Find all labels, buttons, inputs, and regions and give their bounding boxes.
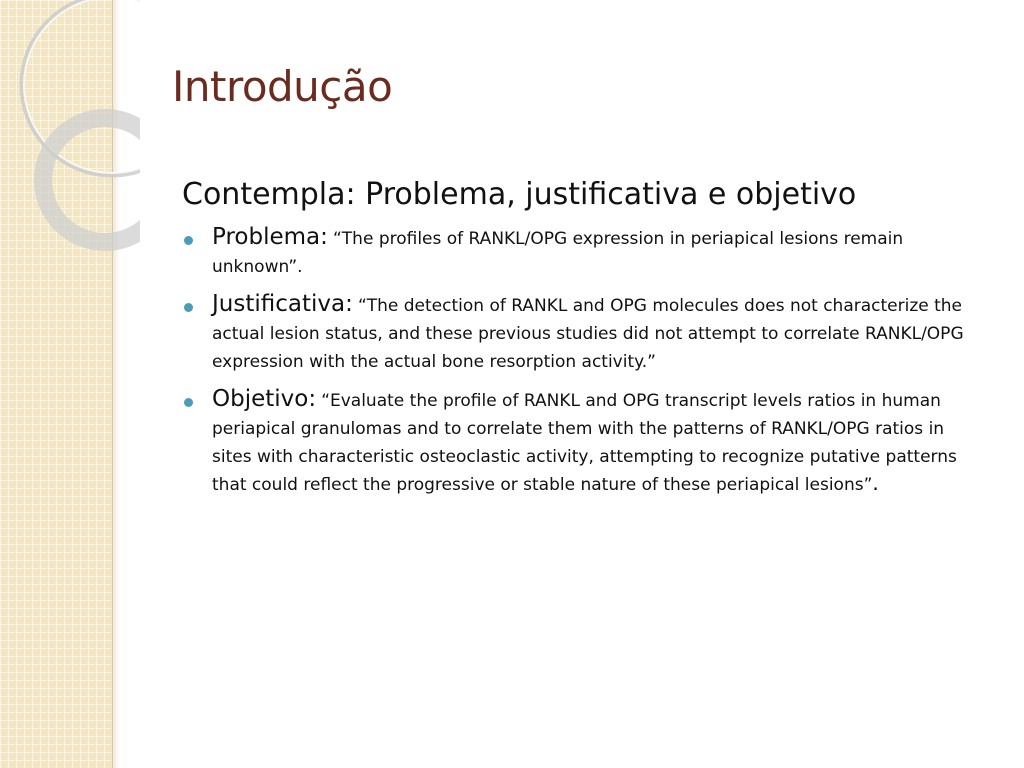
decorative-rings: [0, 0, 140, 260]
slide-content: [182, 172, 982, 509]
bullet-text: “Evaluate the profile of RANKL and OPG transcript levels ratios in human periapical granulomas and to correlate them with the patterns of RANKL/OPG ratios in sites with characteristic osteoclastic activity, attempting to recognize putative patterns that could reflect the progressive or stable nature of these periapical lesions”: [212, 391, 957, 495]
bullet-dot-icon: [184, 303, 193, 312]
slide-title: Introdução: [172, 62, 393, 111]
ring-small: [43, 118, 140, 242]
bullet-label: Justificativa:: [212, 291, 353, 317]
bullet-dot-icon: [184, 398, 193, 407]
bullet-text: “The profiles of RANKL/OPG expression in periapical lesions remain unknown”.: [212, 229, 904, 277]
bullet-label: Problema:: [212, 224, 328, 250]
bullet-end-period: .: [872, 471, 879, 495]
bullet-dot-icon: [184, 236, 193, 245]
bullet-item-justificativa: [182, 291, 982, 376]
bullet-item-objetivo: [182, 386, 982, 499]
lead-text: Contempla: Problema, justificativa e objetivo: [182, 177, 857, 212]
bullet-text: “The detection of RANKL and OPG molecules does not characterize the actual lesion status, and these previous studies did not attempt to correlate RANKL/OPG expression with the actual bone resorption activity.”: [212, 296, 964, 372]
ring-large: [22, 0, 140, 175]
bullet-item-problema: [182, 224, 982, 281]
bullet-label: Objetivo:: [212, 386, 317, 412]
